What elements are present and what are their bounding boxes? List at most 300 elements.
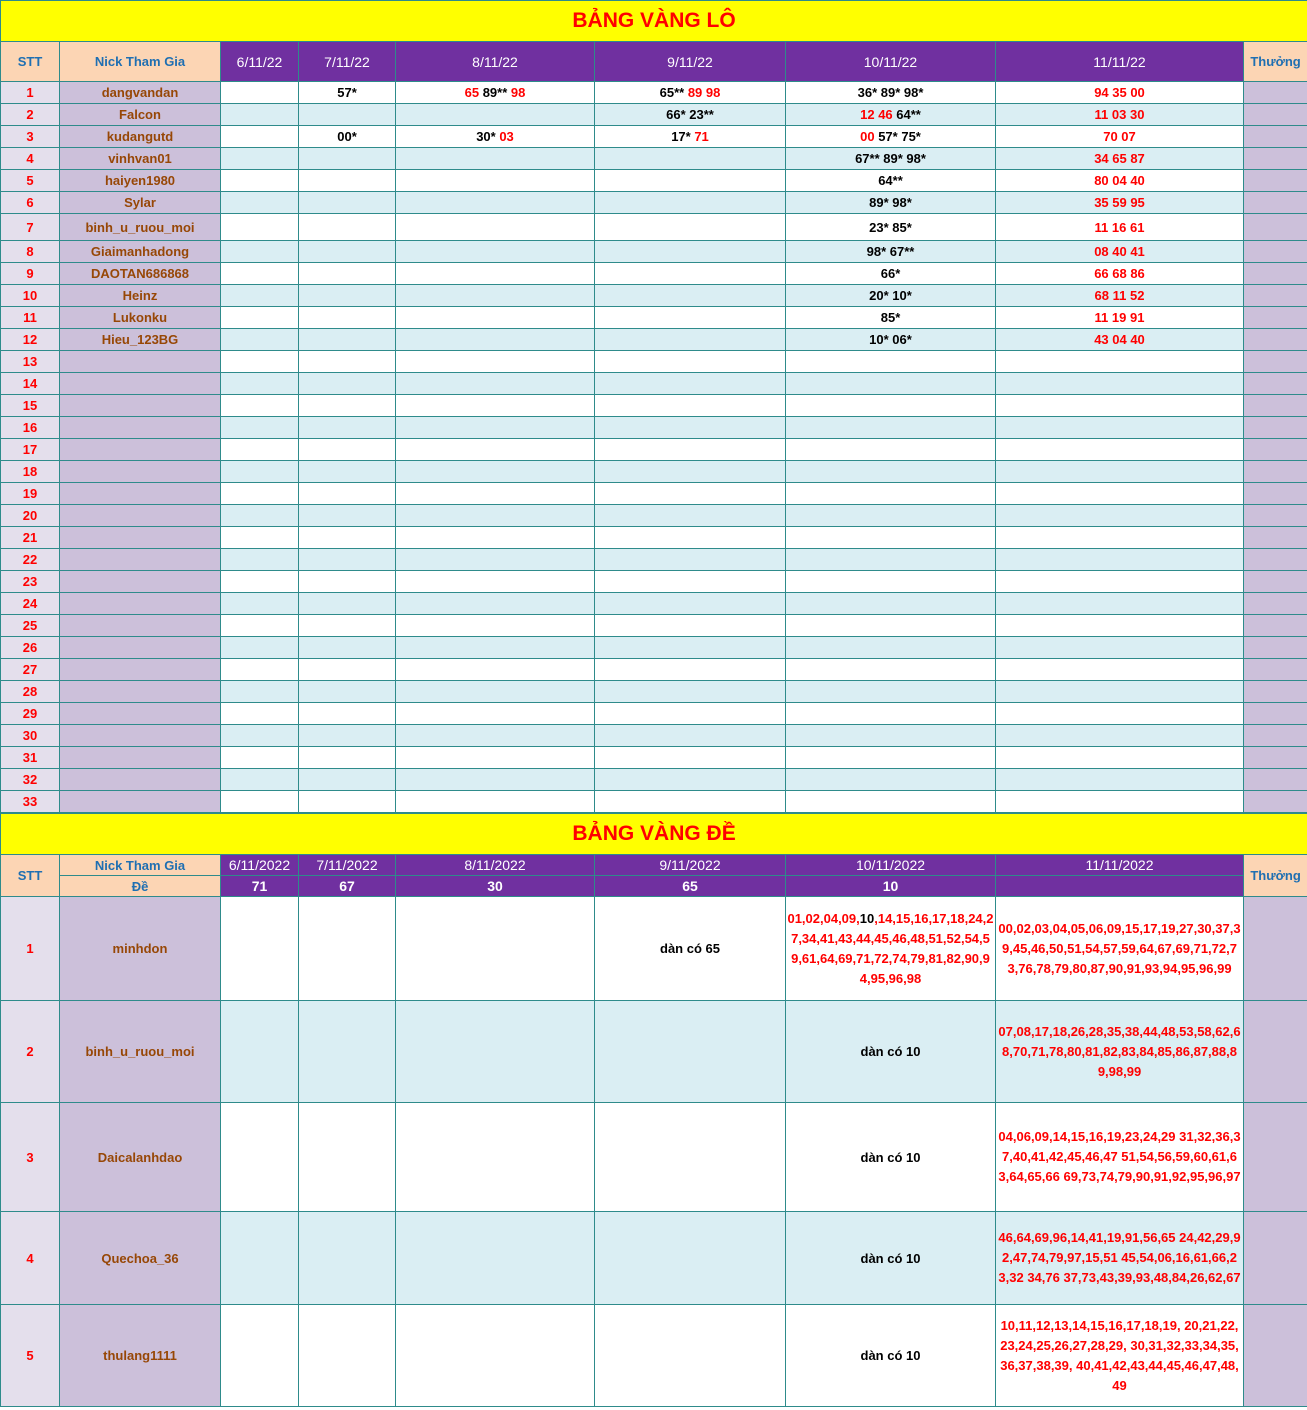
pick-cell bbox=[396, 769, 595, 791]
prize-cell bbox=[1244, 395, 1307, 417]
pick-number: 64** bbox=[878, 173, 903, 188]
pick-cell bbox=[786, 148, 996, 170]
pick-cell bbox=[996, 307, 1244, 329]
pick-number: 00,02,03,04,05,06,09,15,17,19,27,30,37,39,45,46,50,51,54,57,59,64,67,69,71,72,73,76,78,79,80,87,90,91,93,94,95,96,99 bbox=[998, 920, 1241, 976]
pick-cell bbox=[786, 681, 996, 703]
prize-cell bbox=[1244, 769, 1307, 791]
nick-name bbox=[60, 769, 221, 791]
pick-cell bbox=[299, 285, 396, 307]
row-number: 32 bbox=[1, 769, 60, 791]
pick-cell bbox=[595, 214, 786, 241]
nick-name bbox=[60, 505, 221, 527]
pick-cell bbox=[221, 1305, 299, 1407]
pick-cell bbox=[396, 192, 595, 214]
prize-cell bbox=[1244, 82, 1307, 104]
pick-cell bbox=[595, 417, 786, 439]
nick-name bbox=[60, 483, 221, 505]
pick-cell bbox=[595, 461, 786, 483]
pick-cell bbox=[221, 214, 299, 241]
pick-cell bbox=[786, 703, 996, 725]
lo-row bbox=[1, 461, 1307, 483]
pick-cell bbox=[595, 285, 786, 307]
pick-cell bbox=[396, 637, 595, 659]
pick-cell bbox=[396, 214, 595, 241]
row-number: 17 bbox=[1, 439, 60, 461]
pick-cell bbox=[299, 571, 396, 593]
pick-number: 07,08,17,18,26,28,35,38,44,48,53,58,62,68,70,71,78,80,81,82,83,84,85,86,87,88,89,98,99 bbox=[998, 1023, 1241, 1079]
pick-cell bbox=[786, 1305, 996, 1407]
pick-cell bbox=[299, 505, 396, 527]
pick-cell bbox=[221, 1001, 299, 1103]
lo-row bbox=[1, 395, 1307, 417]
pick-cell bbox=[595, 791, 786, 813]
pick-cell bbox=[396, 170, 595, 192]
nick-name bbox=[60, 439, 221, 461]
nick-name bbox=[60, 747, 221, 769]
pick-cell bbox=[595, 593, 786, 615]
pick-cell bbox=[786, 1103, 996, 1212]
prize-cell bbox=[1244, 791, 1307, 813]
pick-cell bbox=[996, 1305, 1244, 1407]
pick-number: 65 bbox=[464, 85, 480, 100]
pick-cell bbox=[786, 1001, 996, 1103]
pick-cell bbox=[786, 615, 996, 637]
pick-cell bbox=[299, 329, 396, 351]
lo-row bbox=[1, 417, 1307, 439]
prize-cell bbox=[1244, 263, 1307, 285]
pick-cell bbox=[396, 82, 595, 104]
lo-row bbox=[1, 505, 1307, 527]
pick-number: 11 16 61 bbox=[1094, 219, 1145, 235]
pick-cell bbox=[299, 170, 396, 192]
row-number: 15 bbox=[1, 395, 60, 417]
pick-cell bbox=[786, 104, 996, 126]
prize-cell bbox=[1244, 505, 1307, 527]
pick-cell bbox=[786, 505, 996, 527]
pick-cell bbox=[396, 104, 595, 126]
pick-cell bbox=[595, 1001, 786, 1103]
pick-cell bbox=[595, 571, 786, 593]
de-row bbox=[1, 897, 1307, 1001]
pick-cell bbox=[221, 505, 299, 527]
pick-number: 66* bbox=[880, 266, 901, 281]
de-header-date: 8/11/2022 bbox=[396, 855, 595, 876]
pick-number: 65** bbox=[659, 85, 688, 100]
pick-number: 30* bbox=[476, 129, 500, 144]
row-number: 20 bbox=[1, 505, 60, 527]
row-number: 25 bbox=[1, 615, 60, 637]
pick-cell bbox=[595, 104, 786, 126]
pick-cell bbox=[996, 593, 1244, 615]
pick-cell bbox=[221, 285, 299, 307]
pick-cell bbox=[221, 549, 299, 571]
pick-cell bbox=[221, 461, 299, 483]
pick-cell bbox=[996, 791, 1244, 813]
pick-number: 10 bbox=[859, 910, 875, 926]
row-number: 2 bbox=[1, 1001, 60, 1103]
pick-cell bbox=[299, 593, 396, 615]
pick-cell bbox=[595, 373, 786, 395]
pick-cell bbox=[299, 1305, 396, 1407]
pick-number: 10,11,12,13,14,15,16,17,18,19, 20,21,22,23,24,25,26,27,28,29, 30,31,32,33,34,35,36,37,38,39, 40,41,42,43,44,45,46,47,48,49 bbox=[1000, 1317, 1239, 1393]
prize-cell bbox=[1244, 192, 1307, 214]
pick-cell bbox=[221, 82, 299, 104]
lo-header-date: 7/11/22 bbox=[299, 42, 396, 82]
pick-cell bbox=[396, 1212, 595, 1305]
pick-number: 57* bbox=[337, 85, 357, 100]
pick-cell bbox=[996, 549, 1244, 571]
pick-cell bbox=[221, 791, 299, 813]
nick-name bbox=[60, 637, 221, 659]
prize-cell bbox=[1244, 637, 1307, 659]
nick-name bbox=[60, 571, 221, 593]
prize-cell bbox=[1244, 615, 1307, 637]
row-number: 1 bbox=[1, 897, 60, 1001]
pick-cell bbox=[996, 703, 1244, 725]
pick-cell bbox=[996, 747, 1244, 769]
lo-row bbox=[1, 769, 1307, 791]
row-number: 23 bbox=[1, 571, 60, 593]
pick-cell bbox=[221, 241, 299, 263]
pick-cell bbox=[221, 593, 299, 615]
pick-cell bbox=[996, 329, 1244, 351]
pick-number: 17* bbox=[671, 129, 695, 144]
pick-cell bbox=[396, 549, 595, 571]
pick-cell bbox=[595, 483, 786, 505]
pick-number: 94 35 00 bbox=[1094, 85, 1145, 100]
de-row bbox=[1, 1103, 1307, 1212]
lo-row bbox=[1, 637, 1307, 659]
de-result: 67 bbox=[299, 876, 396, 897]
pick-cell bbox=[595, 1305, 786, 1407]
lo-row bbox=[1, 82, 1307, 104]
row-number: 4 bbox=[1, 1212, 60, 1305]
pick-cell bbox=[996, 769, 1244, 791]
lo-row bbox=[1, 725, 1307, 747]
nick-name: Giaimanhadong bbox=[60, 241, 221, 263]
nick-name bbox=[60, 527, 221, 549]
row-number: 13 bbox=[1, 351, 60, 373]
pick-number: dàn có 10 bbox=[860, 1348, 921, 1363]
row-number: 30 bbox=[1, 725, 60, 747]
pick-cell bbox=[299, 263, 396, 285]
lo-row bbox=[1, 307, 1307, 329]
pick-number: 57* 75* bbox=[878, 129, 921, 144]
lo-header-date: 10/11/22 bbox=[786, 42, 996, 82]
pick-cell bbox=[786, 373, 996, 395]
pick-cell bbox=[786, 527, 996, 549]
row-number: 18 bbox=[1, 461, 60, 483]
de-result: 65 bbox=[595, 876, 786, 897]
pick-cell bbox=[299, 659, 396, 681]
pick-cell bbox=[996, 1103, 1244, 1212]
lo-row bbox=[1, 126, 1307, 148]
lo-row bbox=[1, 527, 1307, 549]
de-title: BẢNG VÀNG ĐỀ bbox=[1, 814, 1307, 855]
nick-name: Lukonku bbox=[60, 307, 221, 329]
pick-cell bbox=[786, 263, 996, 285]
pick-cell bbox=[786, 725, 996, 747]
pick-number: 11 03 30 bbox=[1094, 107, 1145, 122]
pick-cell bbox=[396, 395, 595, 417]
pick-cell bbox=[221, 351, 299, 373]
prize-cell bbox=[1244, 593, 1307, 615]
lo-header-date: 8/11/22 bbox=[396, 42, 595, 82]
pick-cell bbox=[221, 373, 299, 395]
nick-name: vinhvan01 bbox=[60, 148, 221, 170]
lo-title: BẢNG VÀNG LÔ bbox=[1, 1, 1307, 42]
prize-cell bbox=[1244, 1103, 1307, 1212]
pick-cell bbox=[996, 637, 1244, 659]
pick-number: 04,06,09,14,15,16,19,23,24,29 31,32,36,37,40,41,42,45,46,47 51,54,56,59,60,61,63,64,65,66 69,73,74,79,90,91,92,95,96,97 bbox=[998, 1129, 1241, 1184]
pick-cell bbox=[221, 769, 299, 791]
pick-cell bbox=[786, 461, 996, 483]
nick-name: Sylar bbox=[60, 192, 221, 214]
row-number: 9 bbox=[1, 263, 60, 285]
pick-cell bbox=[299, 791, 396, 813]
row-number: 22 bbox=[1, 549, 60, 571]
pick-number: 01,02,04,09, bbox=[787, 910, 860, 926]
pick-cell bbox=[299, 148, 396, 170]
nick-name: kudangutd bbox=[60, 126, 221, 148]
pick-cell bbox=[786, 483, 996, 505]
pick-cell bbox=[996, 505, 1244, 527]
prize-cell bbox=[1244, 483, 1307, 505]
pick-cell bbox=[396, 241, 595, 263]
prize-cell bbox=[1244, 285, 1307, 307]
pick-cell bbox=[396, 263, 595, 285]
pick-number: 35 59 95 bbox=[1094, 195, 1145, 210]
lo-row bbox=[1, 439, 1307, 461]
nick-name: thulang1111 bbox=[60, 1305, 221, 1407]
pick-cell bbox=[299, 1212, 396, 1305]
lo-row bbox=[1, 615, 1307, 637]
pick-cell bbox=[786, 1212, 996, 1305]
pick-cell bbox=[299, 192, 396, 214]
pick-cell bbox=[221, 307, 299, 329]
lo-row bbox=[1, 483, 1307, 505]
lo-row bbox=[1, 791, 1307, 813]
pick-cell bbox=[396, 285, 595, 307]
lo-row bbox=[1, 214, 1307, 241]
pick-cell bbox=[595, 897, 786, 1001]
de-header-prize: Thưởng bbox=[1244, 855, 1307, 897]
pick-number: 03 bbox=[499, 129, 514, 144]
pick-number: 67** 89* 98* bbox=[855, 151, 926, 166]
pick-number: 71 bbox=[694, 129, 709, 144]
de-result: 71 bbox=[221, 876, 299, 897]
pick-cell bbox=[299, 897, 396, 1001]
pick-cell bbox=[786, 192, 996, 214]
prize-cell bbox=[1244, 241, 1307, 263]
pick-cell bbox=[595, 82, 786, 104]
row-number: 10 bbox=[1, 285, 60, 307]
de-header-nick: Nick Tham Gia bbox=[60, 855, 221, 876]
prize-cell bbox=[1244, 439, 1307, 461]
pick-cell bbox=[996, 148, 1244, 170]
pick-cell bbox=[221, 747, 299, 769]
pick-cell bbox=[996, 615, 1244, 637]
pick-cell bbox=[595, 263, 786, 285]
pick-cell bbox=[786, 126, 996, 148]
pick-cell bbox=[996, 461, 1244, 483]
pick-number: 64** bbox=[896, 107, 921, 122]
pick-cell bbox=[786, 897, 996, 1001]
pick-cell bbox=[786, 285, 996, 307]
row-number: 24 bbox=[1, 593, 60, 615]
pick-cell bbox=[299, 703, 396, 725]
nick-name bbox=[60, 659, 221, 681]
pick-cell bbox=[299, 1001, 396, 1103]
pick-cell bbox=[595, 615, 786, 637]
pick-cell bbox=[786, 571, 996, 593]
nick-name bbox=[60, 351, 221, 373]
row-number: 11 bbox=[1, 307, 60, 329]
pick-cell bbox=[221, 483, 299, 505]
de-header-date: 10/11/2022 bbox=[786, 855, 996, 876]
pick-cell bbox=[595, 192, 786, 214]
pick-cell bbox=[996, 439, 1244, 461]
nick-name bbox=[60, 725, 221, 747]
pick-number: 80 04 40 bbox=[1094, 173, 1145, 188]
lo-header-date: 6/11/22 bbox=[221, 42, 299, 82]
pick-number: 00* bbox=[337, 129, 357, 144]
pick-cell bbox=[595, 681, 786, 703]
row-number: 27 bbox=[1, 659, 60, 681]
pick-cell bbox=[299, 395, 396, 417]
pick-cell bbox=[299, 373, 396, 395]
row-number: 2 bbox=[1, 104, 60, 126]
lo-row bbox=[1, 373, 1307, 395]
lo-header-prize: Thưởng bbox=[1244, 42, 1307, 82]
pick-number: 98* 67** bbox=[866, 244, 915, 259]
pick-cell bbox=[299, 439, 396, 461]
pick-cell bbox=[996, 483, 1244, 505]
pick-cell bbox=[595, 703, 786, 725]
pick-cell bbox=[996, 126, 1244, 148]
pick-cell bbox=[595, 126, 786, 148]
pick-cell bbox=[396, 747, 595, 769]
pick-cell bbox=[595, 747, 786, 769]
pick-cell bbox=[595, 329, 786, 351]
pick-cell bbox=[396, 681, 595, 703]
nick-name: Heinz bbox=[60, 285, 221, 307]
pick-cell bbox=[996, 1212, 1244, 1305]
pick-cell bbox=[996, 725, 1244, 747]
de-result bbox=[996, 876, 1244, 897]
nick-name bbox=[60, 593, 221, 615]
pick-cell bbox=[299, 549, 396, 571]
pick-cell bbox=[221, 170, 299, 192]
nick-name bbox=[60, 417, 221, 439]
pick-number: 89* 98* bbox=[869, 195, 912, 210]
pick-cell bbox=[221, 329, 299, 351]
pick-cell bbox=[396, 791, 595, 813]
pick-cell bbox=[996, 263, 1244, 285]
pick-cell bbox=[396, 703, 595, 725]
nick-name: Falcon bbox=[60, 104, 221, 126]
pick-cell bbox=[996, 681, 1244, 703]
row-number: 29 bbox=[1, 703, 60, 725]
prize-cell bbox=[1244, 659, 1307, 681]
pick-cell bbox=[299, 725, 396, 747]
pick-cell bbox=[996, 285, 1244, 307]
pick-cell bbox=[221, 571, 299, 593]
lo-row bbox=[1, 241, 1307, 263]
prize-cell bbox=[1244, 148, 1307, 170]
nick-name: Quechoa_36 bbox=[60, 1212, 221, 1305]
pick-cell bbox=[299, 82, 396, 104]
row-number: 3 bbox=[1, 1103, 60, 1212]
nick-name: Hieu_123BG bbox=[60, 329, 221, 351]
pick-cell bbox=[299, 461, 396, 483]
pick-cell bbox=[221, 417, 299, 439]
de-result: 30 bbox=[396, 876, 595, 897]
pick-number: 10* 06* bbox=[869, 332, 912, 347]
prize-cell bbox=[1244, 417, 1307, 439]
lo-row bbox=[1, 170, 1307, 192]
lo-row bbox=[1, 659, 1307, 681]
prize-cell bbox=[1244, 897, 1307, 1001]
pick-cell bbox=[786, 769, 996, 791]
pick-cell bbox=[786, 351, 996, 373]
pick-cell bbox=[996, 373, 1244, 395]
pick-cell bbox=[396, 615, 595, 637]
pick-cell bbox=[786, 593, 996, 615]
pick-cell bbox=[396, 329, 595, 351]
pick-number: dàn có 10 bbox=[860, 1044, 921, 1059]
pick-cell bbox=[996, 104, 1244, 126]
pick-cell bbox=[299, 681, 396, 703]
pick-cell bbox=[221, 104, 299, 126]
nick-name bbox=[60, 373, 221, 395]
row-number: 28 bbox=[1, 681, 60, 703]
nick-name bbox=[60, 681, 221, 703]
pick-cell bbox=[299, 214, 396, 241]
prize-cell bbox=[1244, 307, 1307, 329]
pick-cell bbox=[996, 170, 1244, 192]
row-number: 7 bbox=[1, 214, 60, 241]
lo-row bbox=[1, 593, 1307, 615]
pick-cell bbox=[595, 659, 786, 681]
lo-header-stt: STT bbox=[1, 42, 60, 82]
pick-cell bbox=[396, 148, 595, 170]
prize-cell bbox=[1244, 725, 1307, 747]
pick-cell bbox=[786, 637, 996, 659]
prize-cell bbox=[1244, 170, 1307, 192]
lo-row bbox=[1, 329, 1307, 351]
pick-cell bbox=[786, 307, 996, 329]
pick-cell bbox=[396, 659, 595, 681]
pick-cell bbox=[786, 417, 996, 439]
pick-cell bbox=[396, 126, 595, 148]
de-header-de-label: Đề bbox=[60, 876, 221, 897]
pick-cell bbox=[299, 637, 396, 659]
row-number: 21 bbox=[1, 527, 60, 549]
pick-number: 34 65 87 bbox=[1094, 151, 1145, 166]
pick-cell bbox=[221, 439, 299, 461]
de-row bbox=[1, 1212, 1307, 1305]
nick-name bbox=[60, 703, 221, 725]
row-number: 6 bbox=[1, 192, 60, 214]
nick-name bbox=[60, 461, 221, 483]
row-number: 4 bbox=[1, 148, 60, 170]
pick-cell bbox=[221, 681, 299, 703]
pick-cell bbox=[299, 527, 396, 549]
pick-cell bbox=[299, 769, 396, 791]
de-header-stt: STT bbox=[1, 855, 60, 897]
prize-cell bbox=[1244, 549, 1307, 571]
